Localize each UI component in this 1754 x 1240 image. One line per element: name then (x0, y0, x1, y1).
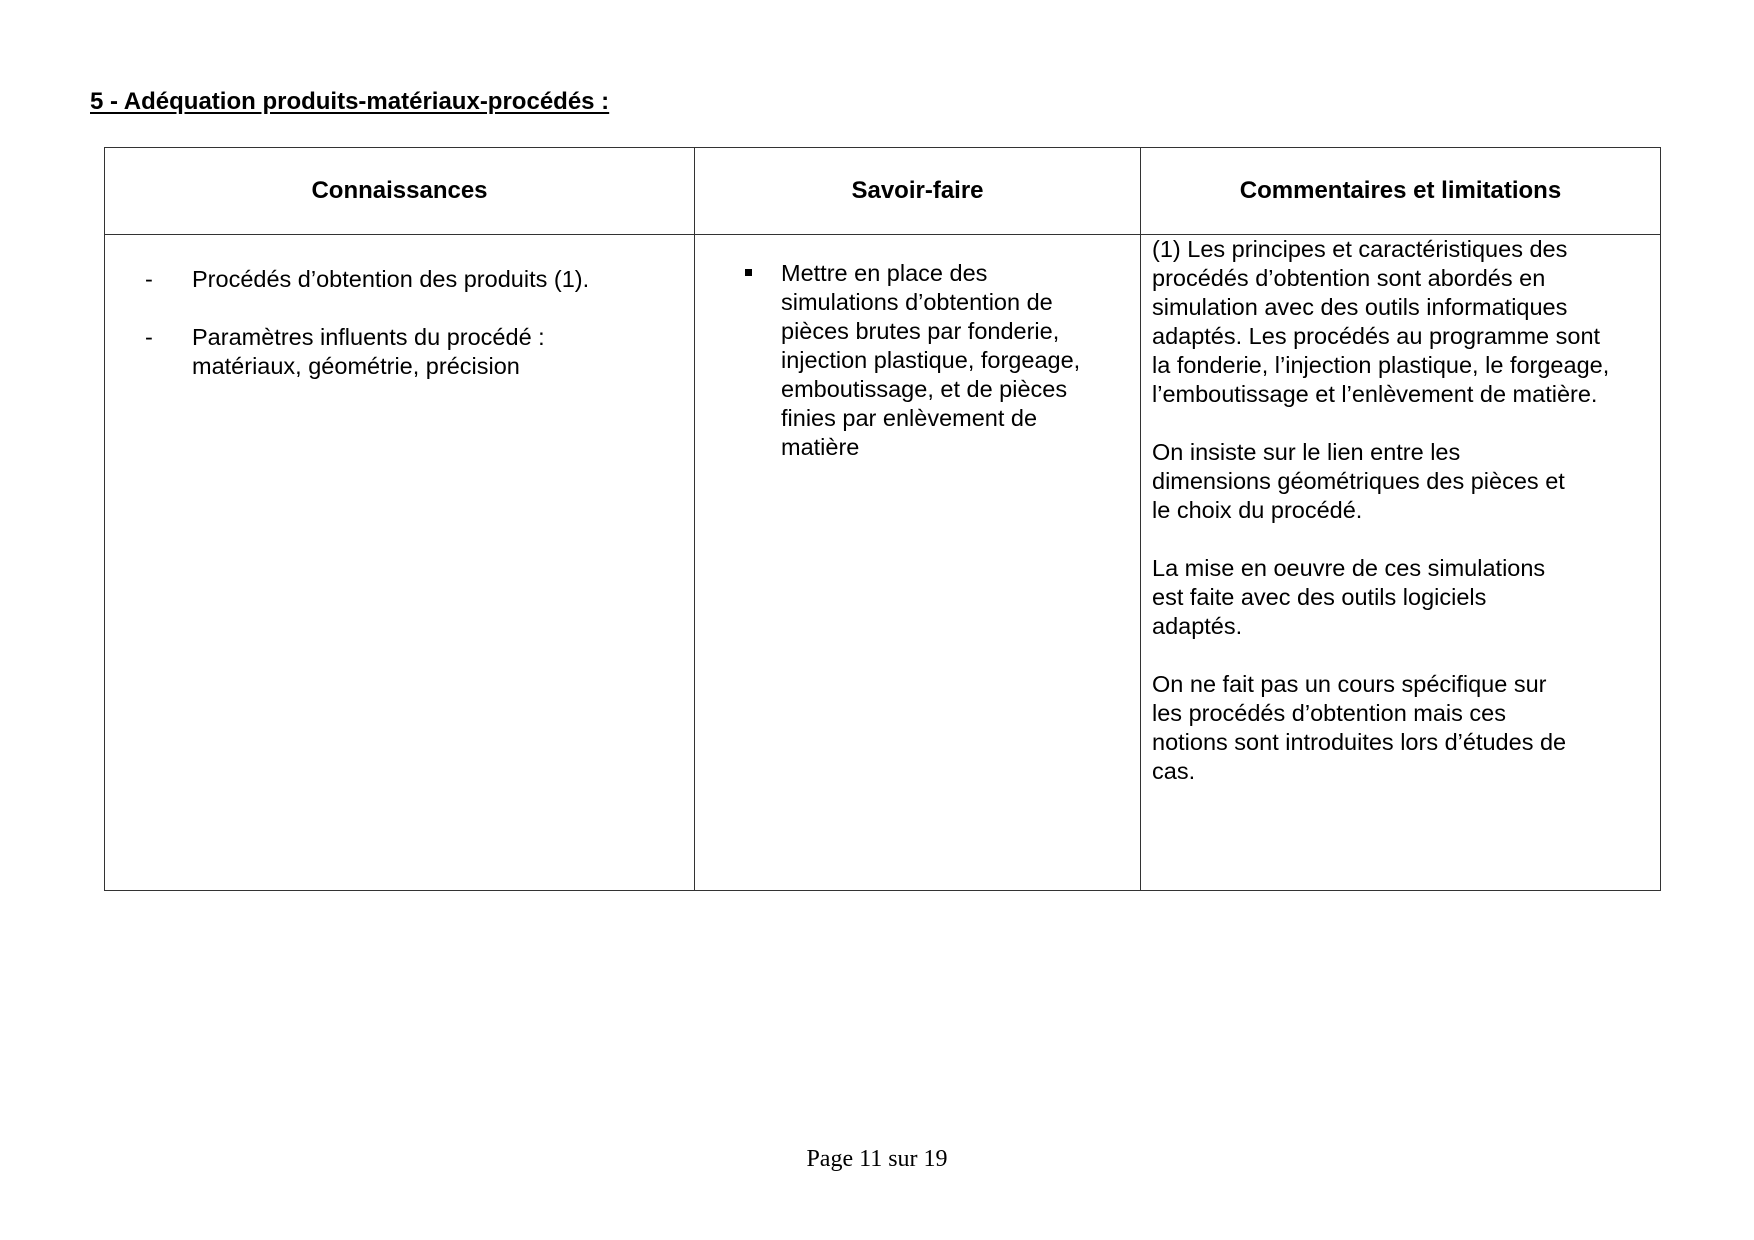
dash-bullet-icon: - (145, 324, 153, 350)
table-header-row (105, 148, 1661, 235)
comment-paragraph: La mise en oeuvre de ces simulations est faite avec des outils logiciels adaptés. (1152, 555, 1546, 639)
header-connaissances: Connaissances (105, 148, 695, 235)
header-commentaires: Commentaires et limitations (1141, 148, 1661, 235)
savoir-faire-text: Mettre en place des simulations d’obtention de pièces brutes par fonderie, injection plastique, forgeage, emboutissage, et de pièces finies par enlèvement de matière (781, 260, 1081, 460)
header-savoir-faire: Savoir-faire (695, 148, 1141, 235)
connaissance-text: Paramètres influents du procédé : matériaux, géométrie, précision (192, 324, 545, 379)
commentaires-cell (1141, 235, 1661, 891)
comment-paragraph: On ne fait pas un cours spécifique sur les procédés d’obtention mais ces notions sont introduites lors d’études de cas. (1152, 671, 1567, 784)
list-item (105, 265, 694, 294)
comment-paragraph: On insiste sur le lien entre les dimensions géométriques des pièces et le choix du procédé. (1152, 439, 1565, 523)
connaissances-list (105, 265, 694, 381)
comment-paragraph: (1) Les principes et caractéristiques des procédés d’obtention sont abordés en simulation avec des outils informatiques adaptés. Les procédés au programme sont la fonderie, l’injection plastique, le forgeage, l’emboutissage et l’enlèvement de matière. (1152, 236, 1610, 407)
table-row (105, 235, 1661, 891)
page-number: Page 11 sur 19 (806, 1146, 948, 1172)
list-item (105, 323, 694, 381)
dash-bullet-icon: - (145, 266, 153, 292)
savoir-faire-list (695, 259, 1140, 462)
section-title: 5 - Adéquation produits-matériaux-procédés : (90, 88, 610, 115)
connaissances-cell (105, 235, 695, 891)
competences-table (104, 147, 1661, 891)
savoir-faire-cell (695, 235, 1141, 891)
square-bullet-icon (745, 269, 752, 276)
list-item (695, 259, 1140, 462)
connaissance-text: Procédés d’obtention des produits (1). (192, 266, 590, 292)
